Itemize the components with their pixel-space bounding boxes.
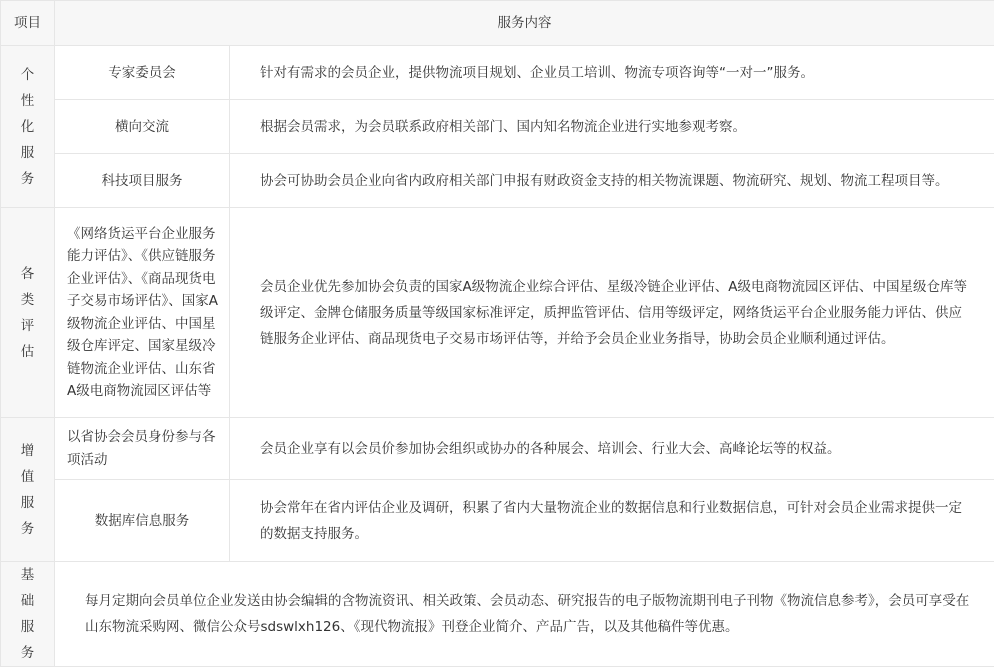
service-desc: 协会常年在省内评估企业及调研，积累了省内大量物流企业的数据信息和行业数据信息，可针对会员企业需求提供一定的数据支持服务。 [230,480,994,562]
service-desc: 根据会员需求，为会员联系政府相关部门、国内知名物流企业进行实地参观考察。 [230,100,994,154]
table-row [1,480,994,562]
service-name: 横向交流 [55,100,230,154]
service-name: 以省协会会员身份参与各项活动 [55,418,230,480]
table-row [1,46,994,100]
category-evaluation: 各类评估 [1,208,55,418]
table-row [1,208,994,418]
header-item: 项目 [1,1,55,46]
service-desc: 会员企业享有以会员价参加协会组织或协办的各种展会、培训会、行业大会、高峰论坛等的权益。 [230,418,994,480]
category-value-added: 增值服务 [1,418,55,562]
service-name: 数据库信息服务 [55,480,230,562]
table-row [1,562,994,667]
service-desc: 每月定期向会员单位企业发送由协会编辑的含物流资讯、相关政策、会员动态、研究报告的电子版物流期刊电子刊物《物流信息参考》，会员可享受在山东物流采购网、微信公众号sdswlxh126、《现代物流报》刊登企业简介、产品广告，以及其他稿件等优惠。 [55,562,994,667]
service-desc: 针对有需求的会员企业，提供物流项目规划、企业员工培训、物流专项咨询等“一对一”服务。 [230,46,994,100]
service-name: 《网络货运平台企业服务能力评估》、《供应链服务企业评估》、《商品现货电子交易市场评估》、国家A级物流企业评估、中国星级仓库评定、国家星级冷链物流企业评估、山东省A级电商物流园区评估等 [55,208,230,418]
table-row [1,418,994,480]
header-content: 服务内容 [55,1,994,46]
service-name: 专家委员会 [55,46,230,100]
service-desc: 会员企业优先参加协会负责的国家A级物流企业综合评估、星级冷链企业评估、A级电商物流园区评估、中国星级仓库等级评定、金牌仓储服务质量等级国家标准评定，质押监管评估、信用等级评定，网络货运平台企业服务能力评估、供应链服务企业评估、商品现货电子交易市场评估等，并给予会员企业业务指导，协助会员企业顺利通过评估。 [230,208,994,418]
table-row [1,154,994,208]
service-name: 科技项目服务 [55,154,230,208]
table-header-row [1,1,994,46]
table-row [1,100,994,154]
category-personal: 个性化服务 [1,46,55,208]
category-basic: 基础服务 [1,562,55,667]
service-desc: 协会可协助会员企业向省内政府相关部门申报有财政资金支持的相关物流课题、物流研究、规划、物流工程项目等。 [230,154,994,208]
